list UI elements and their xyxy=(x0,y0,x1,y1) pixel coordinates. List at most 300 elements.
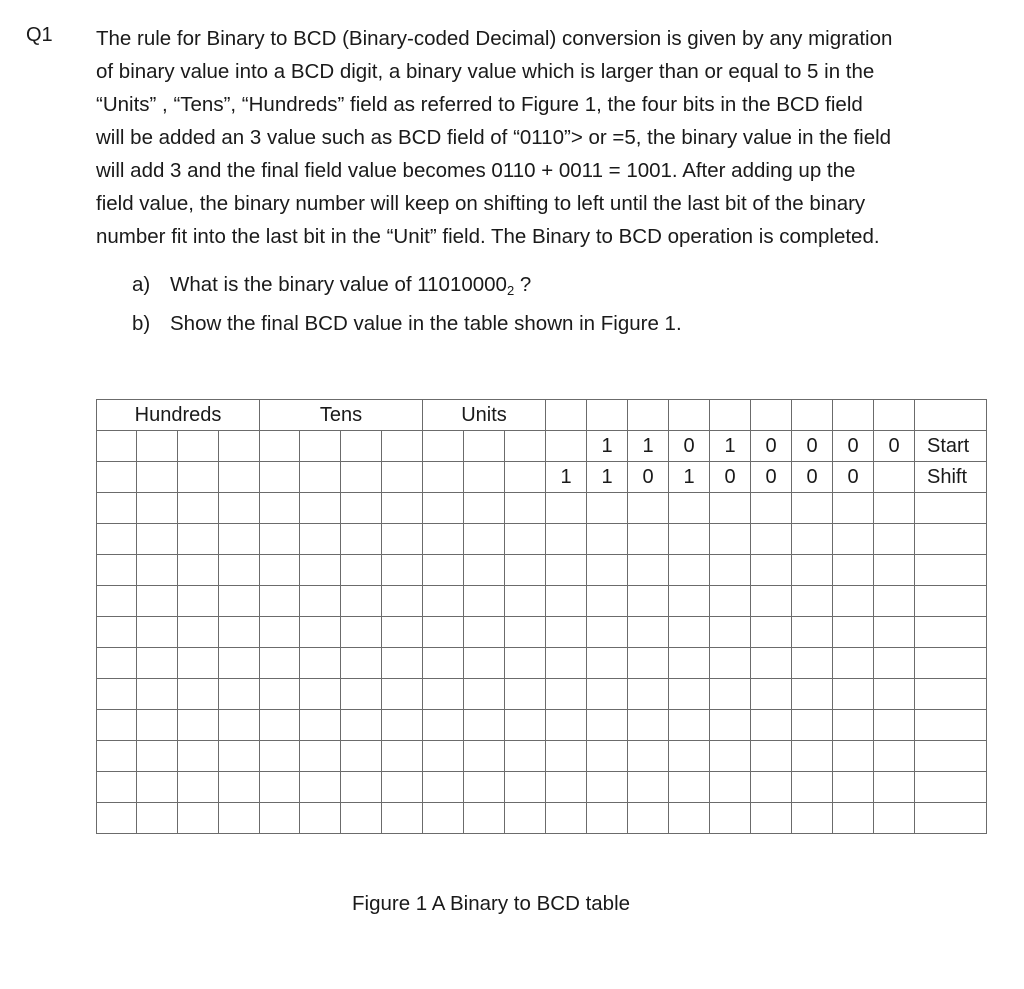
table-cell xyxy=(546,617,587,648)
table-cell xyxy=(260,586,300,617)
table-cell xyxy=(260,710,300,741)
table-cell xyxy=(260,617,300,648)
table-cell xyxy=(546,493,587,524)
bit-cell: 0 xyxy=(792,431,833,462)
table-cell xyxy=(915,648,987,679)
table-cell xyxy=(874,524,915,555)
table-cell xyxy=(464,493,505,524)
question-number: Q1 xyxy=(26,24,53,46)
table-cell xyxy=(219,431,260,462)
table-cell xyxy=(628,524,669,555)
table-cell xyxy=(792,555,833,586)
table-cell xyxy=(628,648,669,679)
table-cell xyxy=(874,710,915,741)
table-cell xyxy=(97,803,137,834)
bit-cell: 1 xyxy=(587,462,628,493)
table-cell xyxy=(751,710,792,741)
table-cell xyxy=(300,462,341,493)
table-cell xyxy=(137,493,178,524)
table-cell xyxy=(178,555,219,586)
table-cell xyxy=(341,524,382,555)
table-cell xyxy=(137,741,178,772)
table-cell xyxy=(751,772,792,803)
table-cell xyxy=(260,772,300,803)
tens-header: Tens xyxy=(260,400,423,431)
table-cell xyxy=(833,741,874,772)
empty-row xyxy=(97,741,987,772)
table-cell xyxy=(915,772,987,803)
empty-row xyxy=(97,524,987,555)
row-label: Shift xyxy=(915,462,987,493)
table-cell xyxy=(915,617,987,648)
table-cell xyxy=(546,431,587,462)
table-cell xyxy=(382,679,423,710)
table-cell xyxy=(751,586,792,617)
table-cell xyxy=(97,617,137,648)
empty-row xyxy=(97,648,987,679)
table-cell xyxy=(341,617,382,648)
table-cell xyxy=(915,524,987,555)
table-cell xyxy=(669,741,710,772)
table-cell xyxy=(669,772,710,803)
table-cell xyxy=(219,493,260,524)
table-cell xyxy=(710,555,751,586)
table-cell xyxy=(464,803,505,834)
table-cell xyxy=(423,555,464,586)
table-cell xyxy=(505,772,546,803)
table-cell xyxy=(423,803,464,834)
table-cell xyxy=(874,648,915,679)
table-cell xyxy=(97,772,137,803)
table-cell xyxy=(874,772,915,803)
table-cell xyxy=(137,617,178,648)
table-cell xyxy=(219,617,260,648)
table-cell xyxy=(300,493,341,524)
subquestions xyxy=(132,268,682,340)
table-cell xyxy=(874,679,915,710)
table-cell xyxy=(874,462,915,493)
table-cell xyxy=(382,772,423,803)
shift-row xyxy=(97,462,987,493)
table-cell xyxy=(300,586,341,617)
table-cell xyxy=(464,617,505,648)
table-cell xyxy=(260,648,300,679)
empty-row xyxy=(97,679,987,710)
table-cell xyxy=(751,679,792,710)
table-cell xyxy=(178,617,219,648)
table-cell xyxy=(137,648,178,679)
table-cell xyxy=(710,400,751,431)
table-cell xyxy=(792,803,833,834)
table-cell xyxy=(505,493,546,524)
table-cell xyxy=(628,617,669,648)
table-cell xyxy=(751,524,792,555)
table-cell xyxy=(423,710,464,741)
table-cell xyxy=(464,431,505,462)
paragraph-line: number fit into the last bit in the “Unit” field. The Binary to BCD operation is completed. xyxy=(96,225,880,248)
paragraph-line: The rule for Binary to BCD (Binary-coded Decimal) conversion is given by any migration xyxy=(96,27,893,50)
table-cell xyxy=(710,493,751,524)
table-cell xyxy=(710,648,751,679)
table-cell xyxy=(137,462,178,493)
subquestion-subscript: 2 xyxy=(506,283,515,298)
table-cell xyxy=(874,493,915,524)
table-cell xyxy=(587,524,628,555)
table-cell xyxy=(300,679,341,710)
table-cell xyxy=(464,679,505,710)
table-cell xyxy=(710,586,751,617)
table-cell xyxy=(300,555,341,586)
table-cell xyxy=(792,648,833,679)
subquestion-text: Show the final BCD value in the table shown in Figure 1. xyxy=(170,312,682,335)
subquestion-label: a) xyxy=(132,273,151,296)
table-cell xyxy=(546,586,587,617)
table-cell xyxy=(219,524,260,555)
table-cell xyxy=(710,803,751,834)
table-cell xyxy=(137,710,178,741)
subquestion-label: b) xyxy=(132,312,151,335)
table-cell xyxy=(505,741,546,772)
table-cell xyxy=(300,710,341,741)
table-cell xyxy=(505,648,546,679)
table-cell xyxy=(833,586,874,617)
empty-row xyxy=(97,493,987,524)
table-cell xyxy=(710,524,751,555)
table-cell xyxy=(833,493,874,524)
table-cell xyxy=(587,617,628,648)
table-cell xyxy=(464,741,505,772)
table-cell xyxy=(546,710,587,741)
table-cell xyxy=(137,586,178,617)
table-cell xyxy=(874,617,915,648)
bit-cell: 0 xyxy=(874,431,915,462)
table-cell xyxy=(423,462,464,493)
table-cell xyxy=(300,617,341,648)
table-cell xyxy=(341,741,382,772)
table-cell xyxy=(341,493,382,524)
start-row xyxy=(97,431,987,462)
table-cell xyxy=(669,524,710,555)
table-cell xyxy=(341,710,382,741)
table-cell xyxy=(97,555,137,586)
table-cell xyxy=(751,617,792,648)
table-cell xyxy=(792,586,833,617)
table-cell xyxy=(464,710,505,741)
table-cell xyxy=(464,772,505,803)
table-cell xyxy=(505,679,546,710)
table-cell xyxy=(628,400,669,431)
table-cell xyxy=(137,679,178,710)
table-cell xyxy=(505,586,546,617)
table-cell xyxy=(423,493,464,524)
table-cell xyxy=(260,679,300,710)
subquestion-suffix: ? xyxy=(514,273,532,296)
table-cell xyxy=(464,462,505,493)
bit-cell: 1 xyxy=(669,462,710,493)
table-cell xyxy=(178,710,219,741)
subquestion-text: What is the binary value of 11010000 xyxy=(170,273,507,296)
figure-caption: Figure 1 A Binary to BCD table xyxy=(352,892,631,915)
table-cell xyxy=(792,400,833,431)
table-cell xyxy=(792,679,833,710)
table-cell xyxy=(300,803,341,834)
table-cell xyxy=(751,555,792,586)
table-cell xyxy=(219,462,260,493)
table-cell xyxy=(423,524,464,555)
table-cell xyxy=(505,617,546,648)
table-cell xyxy=(792,772,833,803)
table-cell xyxy=(382,741,423,772)
table-cell xyxy=(178,462,219,493)
table-cell xyxy=(97,648,137,679)
table-cell xyxy=(423,586,464,617)
table-cell xyxy=(833,617,874,648)
table-cell xyxy=(382,431,423,462)
bit-cell: 0 xyxy=(751,462,792,493)
table-cell xyxy=(341,648,382,679)
table-cell xyxy=(669,586,710,617)
paragraph-line: “Units” , “Tens”, “Hundreds” field as referred to Figure 1, the four bits in the BCD field xyxy=(96,93,863,116)
table-cell xyxy=(505,431,546,462)
table-cell xyxy=(178,741,219,772)
table-cell xyxy=(874,741,915,772)
table-cell xyxy=(382,617,423,648)
table-cell xyxy=(833,679,874,710)
table-cell xyxy=(587,710,628,741)
table-cell xyxy=(751,741,792,772)
table-cell xyxy=(792,493,833,524)
table-cell xyxy=(628,710,669,741)
subquestion-a xyxy=(132,268,682,307)
table-cell xyxy=(341,431,382,462)
table-cell xyxy=(792,617,833,648)
bit-cell: 0 xyxy=(792,462,833,493)
table-cell xyxy=(382,648,423,679)
bit-cell: 0 xyxy=(669,431,710,462)
table-cell xyxy=(382,555,423,586)
table-cell xyxy=(219,586,260,617)
table-cell xyxy=(219,710,260,741)
row-label: Start xyxy=(915,431,987,462)
table-cell xyxy=(97,431,137,462)
table-cell xyxy=(382,710,423,741)
table-cell xyxy=(260,524,300,555)
table-cell xyxy=(628,803,669,834)
table-cell xyxy=(260,493,300,524)
table-cell xyxy=(710,679,751,710)
table-cell xyxy=(874,555,915,586)
table-cell xyxy=(464,524,505,555)
table-cell xyxy=(874,586,915,617)
table-cell xyxy=(833,524,874,555)
table-cell xyxy=(260,431,300,462)
table-cell xyxy=(546,679,587,710)
table-cell xyxy=(792,741,833,772)
table-cell xyxy=(751,493,792,524)
table-cell xyxy=(669,679,710,710)
table-cell xyxy=(97,679,137,710)
table-cell xyxy=(300,524,341,555)
table-cell xyxy=(792,524,833,555)
table-cell xyxy=(178,524,219,555)
table-cell xyxy=(423,679,464,710)
empty-row xyxy=(97,772,987,803)
paragraph-line: will add 3 and the final field value becomes 0110 + 0011 = 1001. After adding up the xyxy=(96,159,856,182)
table-cell xyxy=(710,741,751,772)
table-cell xyxy=(874,400,915,431)
table-cell xyxy=(97,493,137,524)
table-cell xyxy=(628,741,669,772)
table-cell xyxy=(219,648,260,679)
table-cell xyxy=(382,493,423,524)
table-body xyxy=(97,400,987,834)
table-cell xyxy=(341,586,382,617)
table-cell xyxy=(628,772,669,803)
table-cell xyxy=(792,710,833,741)
table-cell xyxy=(464,586,505,617)
table-cell xyxy=(423,772,464,803)
empty-row xyxy=(97,710,987,741)
table-cell xyxy=(915,679,987,710)
table-cell xyxy=(915,586,987,617)
table-cell xyxy=(341,462,382,493)
empty-row xyxy=(97,555,987,586)
table-cell xyxy=(587,679,628,710)
table-cell xyxy=(628,493,669,524)
table-cell xyxy=(219,555,260,586)
table-cell xyxy=(669,617,710,648)
table-cell xyxy=(587,586,628,617)
table-cell xyxy=(178,586,219,617)
table-cell xyxy=(178,772,219,803)
table-cell xyxy=(219,772,260,803)
bit-cell: 1 xyxy=(587,431,628,462)
table-cell xyxy=(382,803,423,834)
table-cell xyxy=(505,462,546,493)
table-cell xyxy=(915,400,987,431)
table-cell xyxy=(137,772,178,803)
table-cell xyxy=(587,400,628,431)
table-cell xyxy=(219,803,260,834)
table-cell xyxy=(178,493,219,524)
empty-row xyxy=(97,586,987,617)
table-cell xyxy=(915,493,987,524)
table-cell xyxy=(300,431,341,462)
table-cell xyxy=(300,648,341,679)
table-cell xyxy=(97,586,137,617)
table-cell xyxy=(341,772,382,803)
table-cell xyxy=(219,741,260,772)
table-cell xyxy=(260,741,300,772)
table-cell xyxy=(587,772,628,803)
paragraph-line: field value, the binary number will keep on shifting to left until the last bit of the binary xyxy=(96,192,866,215)
table-cell xyxy=(546,400,587,431)
table-cell xyxy=(546,772,587,803)
table-cell xyxy=(341,679,382,710)
table-cell xyxy=(505,524,546,555)
table-cell xyxy=(874,803,915,834)
table-cell xyxy=(915,710,987,741)
table-cell xyxy=(97,741,137,772)
table-cell xyxy=(137,524,178,555)
bit-cell: 0 xyxy=(751,431,792,462)
table-cell xyxy=(97,710,137,741)
binary-to-bcd-table xyxy=(96,399,987,834)
table-header-row xyxy=(97,400,987,431)
table-cell xyxy=(341,803,382,834)
table-cell xyxy=(382,462,423,493)
table-cell xyxy=(710,772,751,803)
table-cell xyxy=(587,493,628,524)
empty-row xyxy=(97,617,987,648)
table-cell xyxy=(915,803,987,834)
table-cell xyxy=(423,431,464,462)
table-cell xyxy=(178,648,219,679)
table-cell xyxy=(178,679,219,710)
table-cell xyxy=(669,803,710,834)
hundreds-header: Hundreds xyxy=(97,400,260,431)
table-cell xyxy=(751,803,792,834)
table-cell xyxy=(628,586,669,617)
table-cell xyxy=(178,431,219,462)
bit-cell: 1 xyxy=(546,462,587,493)
table-cell xyxy=(751,400,792,431)
table-cell xyxy=(833,648,874,679)
table-cell xyxy=(505,710,546,741)
bit-cell: 0 xyxy=(710,462,751,493)
table-cell xyxy=(382,586,423,617)
table-cell xyxy=(710,710,751,741)
table-cell xyxy=(669,710,710,741)
table-cell xyxy=(423,648,464,679)
table-cell xyxy=(97,462,137,493)
table-cell xyxy=(833,772,874,803)
paragraph-line: of binary value into a BCD digit, a binary value which is larger than or equal to 5 in the xyxy=(96,60,875,83)
table-cell xyxy=(587,648,628,679)
table-cell xyxy=(423,741,464,772)
table-cell xyxy=(260,803,300,834)
table-cell xyxy=(260,555,300,586)
table-cell xyxy=(382,524,423,555)
table-cell xyxy=(833,555,874,586)
table-cell xyxy=(464,648,505,679)
table-cell xyxy=(669,555,710,586)
bit-cell: 0 xyxy=(628,462,669,493)
table-cell xyxy=(546,524,587,555)
table-cell xyxy=(587,741,628,772)
table-cell xyxy=(137,803,178,834)
table-cell xyxy=(546,741,587,772)
table-cell xyxy=(178,803,219,834)
table-cell xyxy=(751,648,792,679)
bit-cell: 0 xyxy=(833,431,874,462)
table-cell xyxy=(97,524,137,555)
table-cell xyxy=(915,741,987,772)
units-header: Units xyxy=(423,400,546,431)
table-cell xyxy=(300,772,341,803)
table-cell xyxy=(137,555,178,586)
table-cell xyxy=(341,555,382,586)
bit-cell: 0 xyxy=(833,462,874,493)
table-cell xyxy=(464,555,505,586)
table-cell xyxy=(833,803,874,834)
table-cell xyxy=(628,555,669,586)
subquestion-b xyxy=(132,307,682,340)
table-cell xyxy=(423,617,464,648)
table-cell xyxy=(915,555,987,586)
table-cell xyxy=(833,400,874,431)
table-cell xyxy=(546,555,587,586)
